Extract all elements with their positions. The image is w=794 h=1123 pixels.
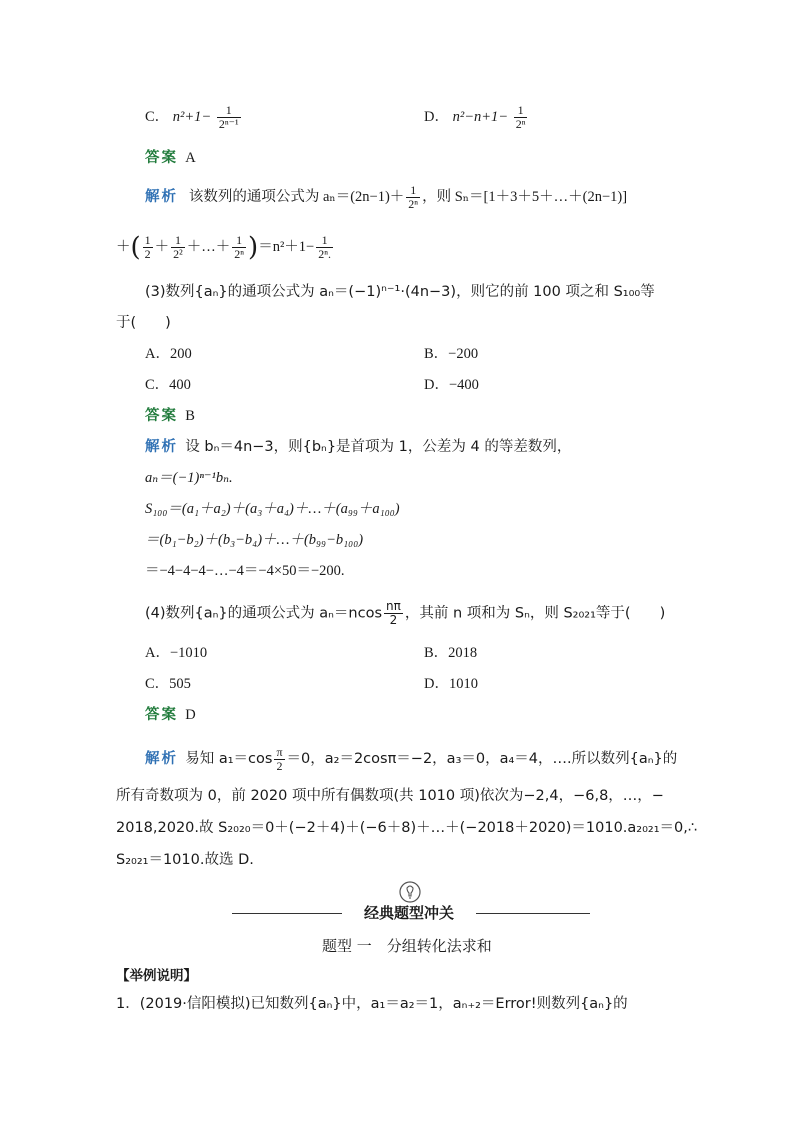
q2-answer: 答案 A (145, 150, 196, 166)
fraction: $\frac{1}{2}$ (144, 233, 151, 261)
fraction: $\frac{1}{\text{2ⁿ}}$ (408, 183, 419, 211)
q4-option-c: C．505 (145, 676, 191, 692)
section-rule-left (232, 913, 342, 914)
q3-analysis-line3: S₁₀₀＝(a₁＋a₂)＋(a₃＋a₄)＋…＋(a₉₉＋a₁₀₀) (145, 501, 400, 517)
q3-answer: 答案 B (145, 408, 195, 424)
q4-option-b: B．2018 (424, 645, 478, 661)
q3-analysis-line2: aₙ＝(−1)ⁿ⁻¹bₙ. (145, 470, 233, 486)
example-label: 【举例说明】 (116, 968, 197, 984)
q4-stem: (4)数列{aₙ}的通项公式为 aₙ＝ncos $\frac{n\pi}{2}$ ，其前 n 项和为 Sₙ，则 S₂₀₂₁等于( ) (145, 599, 666, 627)
fraction: $\frac{1}{\text{2ⁿ}}$ (234, 233, 245, 261)
lightbulb-icon (398, 880, 422, 904)
q3-option-c: C．400 (145, 377, 191, 393)
fraction: $\frac{n\pi}{2}$ (386, 599, 401, 627)
q4-option-d: D．1010 (424, 676, 478, 692)
example-line1: 1．(2019·信阳模拟)已知数列{aₙ}中，a₁＝a₂＝1，aₙ₊₂＝Error!则数列{aₙ}的 (116, 996, 628, 1012)
q3-option-d: D．−400 (424, 377, 479, 393)
fraction: $\frac{\pi}{2}$ (276, 745, 283, 773)
q2-option-d: D． n²−n+1− $\frac{1}{\text{2ⁿ}}$ (424, 103, 526, 131)
q4-analysis-line2: 所有奇数项为 0，前 2020 项中所有偶数项(共 1010 项)依次为−2,4，−6,8，…，− (116, 788, 664, 804)
fraction: $\frac{1}{\text{2ⁿ⁻¹}}$ (218, 103, 239, 131)
q3-analysis-line1: 解析 设 bₙ＝4n−3，则{bₙ}是首项为 1，公差为 4 的等差数列， (145, 439, 572, 455)
q4-analysis-line4: S₂₀₂₁＝1010.故选 D. (116, 852, 254, 868)
section-rule-right (476, 913, 590, 914)
q4-analysis-line3: 2018,2020.故 S₂₀₂₀＝0＋(−2＋4)＋(−6＋8)＋…＋(−2018＋2020)＝1010.a₂₀₂₁＝0,∴ (116, 820, 698, 836)
q3-stem-line2: 于( ) (116, 315, 171, 331)
q4-answer: 答案 D (145, 707, 196, 723)
fraction: $\frac{1}{\text{2ⁿ}}$ (515, 103, 526, 131)
q2-analysis-line2: ＋( $\frac{1}{2}$ ＋ $\frac{1}{\text{2²}}$ ＋…＋ $\frac{1}{\text{2ⁿ}}$ )＝n²＋1− $\frac{1}{\text{2ⁿ.}}$ (116, 232, 332, 263)
fraction: $\frac{1}{\text{2ⁿ.}}$ (318, 233, 332, 261)
q3-analysis-line4: ＝(b₁−b₂)＋(b₃−b₄)＋…＋(b₉₉−b₁₀₀) (145, 532, 364, 548)
fraction: $\frac{1}{\text{2²}}$ (173, 233, 183, 261)
q3-analysis-line5: ＝−4−4−4−…−4＝−4×50＝−200. (145, 563, 345, 579)
q2-option-c: C． n²+1− $\frac{1}{\text{2ⁿ⁻¹}}$ (145, 103, 239, 131)
q4-analysis-line1: 解析 易知 a₁＝cos $\frac{\pi}{2}$ ＝0，a₂＝2cosπ＝−2，a₃＝0，a₄＝4，….所以数列{aₙ}的 (145, 745, 678, 773)
q3-option-b: B．−200 (424, 346, 479, 362)
section-title: 经典题型冲关 (363, 904, 454, 922)
q3-stem-line1: (3)数列{aₙ}的通项公式为 aₙ＝(−1)ⁿ⁻¹·(4n−3)，则它的前 100 项之和 S₁₀₀等 (145, 284, 655, 300)
q2-analysis-line1: 解析 该数列的通项公式为 aₙ＝(2n−1)＋ $\frac{1}{\text{2ⁿ}}$ ，则 Sₙ＝[1＋3＋5＋…＋(2n−1)] (145, 183, 628, 211)
q4-option-a: A．−1010 (145, 645, 208, 661)
q3-option-a: A．200 (145, 346, 192, 362)
section-subtitle: 题型 一 分组转化法求和 (322, 937, 492, 955)
